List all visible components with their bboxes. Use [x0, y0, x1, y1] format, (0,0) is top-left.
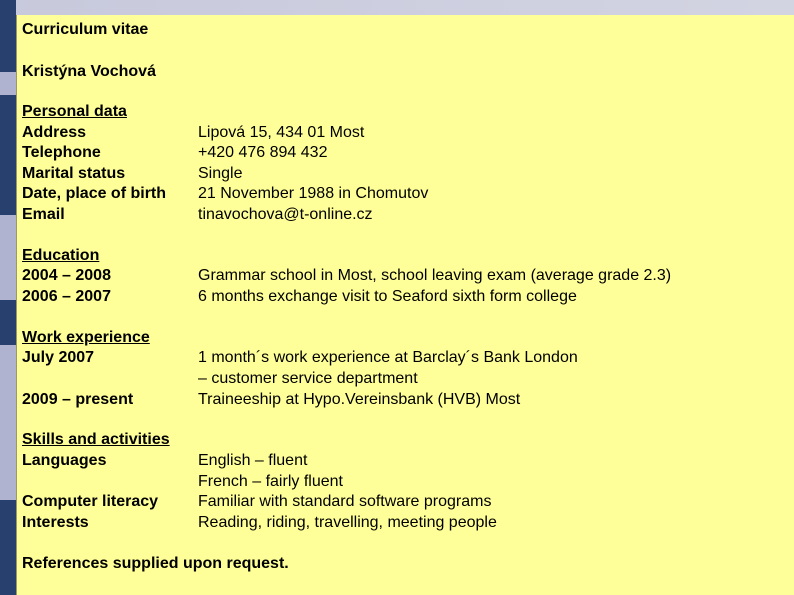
references-note: References supplied upon request. — [22, 555, 289, 572]
telephone-value: +420 476 894 432 — [198, 144, 328, 161]
computer-literacy-label: Computer literacy — [22, 493, 159, 510]
personal-data-heading: Personal data — [22, 103, 127, 120]
work-value-1-line-2: – customer service department — [198, 370, 418, 387]
person-name: Kristýna Vochová — [22, 63, 156, 80]
skills-heading: Skills and activities — [22, 431, 170, 448]
marital-status-label: Marital status — [22, 165, 126, 182]
language-english: English – fluent — [198, 452, 308, 469]
work-period-2: 2009 – present — [22, 391, 134, 408]
education-value-2: 6 months exchange visit to Seaford sixth form college — [198, 288, 577, 305]
work-value-1-line-1: 1 month´s work experience at Barclay´s Bank London — [198, 349, 578, 366]
email-value: tinavochova@t-online.cz — [198, 206, 373, 223]
address-label: Address — [22, 124, 87, 141]
address-value: Lipová 15, 434 01 Most — [198, 124, 365, 141]
education-value-1: Grammar school in Most, school leaving exam (average grade 2.3) — [198, 267, 672, 284]
education-period-1: 2004 – 2008 — [22, 267, 111, 284]
marital-status-value: Single — [198, 165, 243, 182]
language-french: French – fairly fluent — [198, 473, 343, 490]
education-period-2: 2006 – 2007 — [22, 288, 111, 305]
interests-value: Reading, riding, travelling, meeting people — [198, 514, 497, 531]
birth-label: Date, place of birth — [22, 185, 167, 202]
top-strip — [0, 0, 794, 15]
telephone-label: Telephone — [22, 144, 101, 161]
work-period-1: July 2007 — [22, 349, 95, 366]
left-decorative-bar — [0, 0, 16, 595]
languages-label: Languages — [22, 452, 107, 469]
computer-literacy-value: Familiar with standard software programs — [198, 493, 492, 510]
document-title: Curriculum vitae — [22, 21, 149, 38]
email-label: Email — [22, 206, 65, 223]
birth-value: 21 November 1988 in Chomutov — [198, 185, 429, 202]
work-value-2: Traineeship at Hypo.Vereinsbank (HVB) Most — [198, 391, 521, 408]
interests-label: Interests — [22, 514, 89, 531]
work-experience-heading: Work experience — [22, 329, 150, 346]
education-heading: Education — [22, 247, 100, 264]
